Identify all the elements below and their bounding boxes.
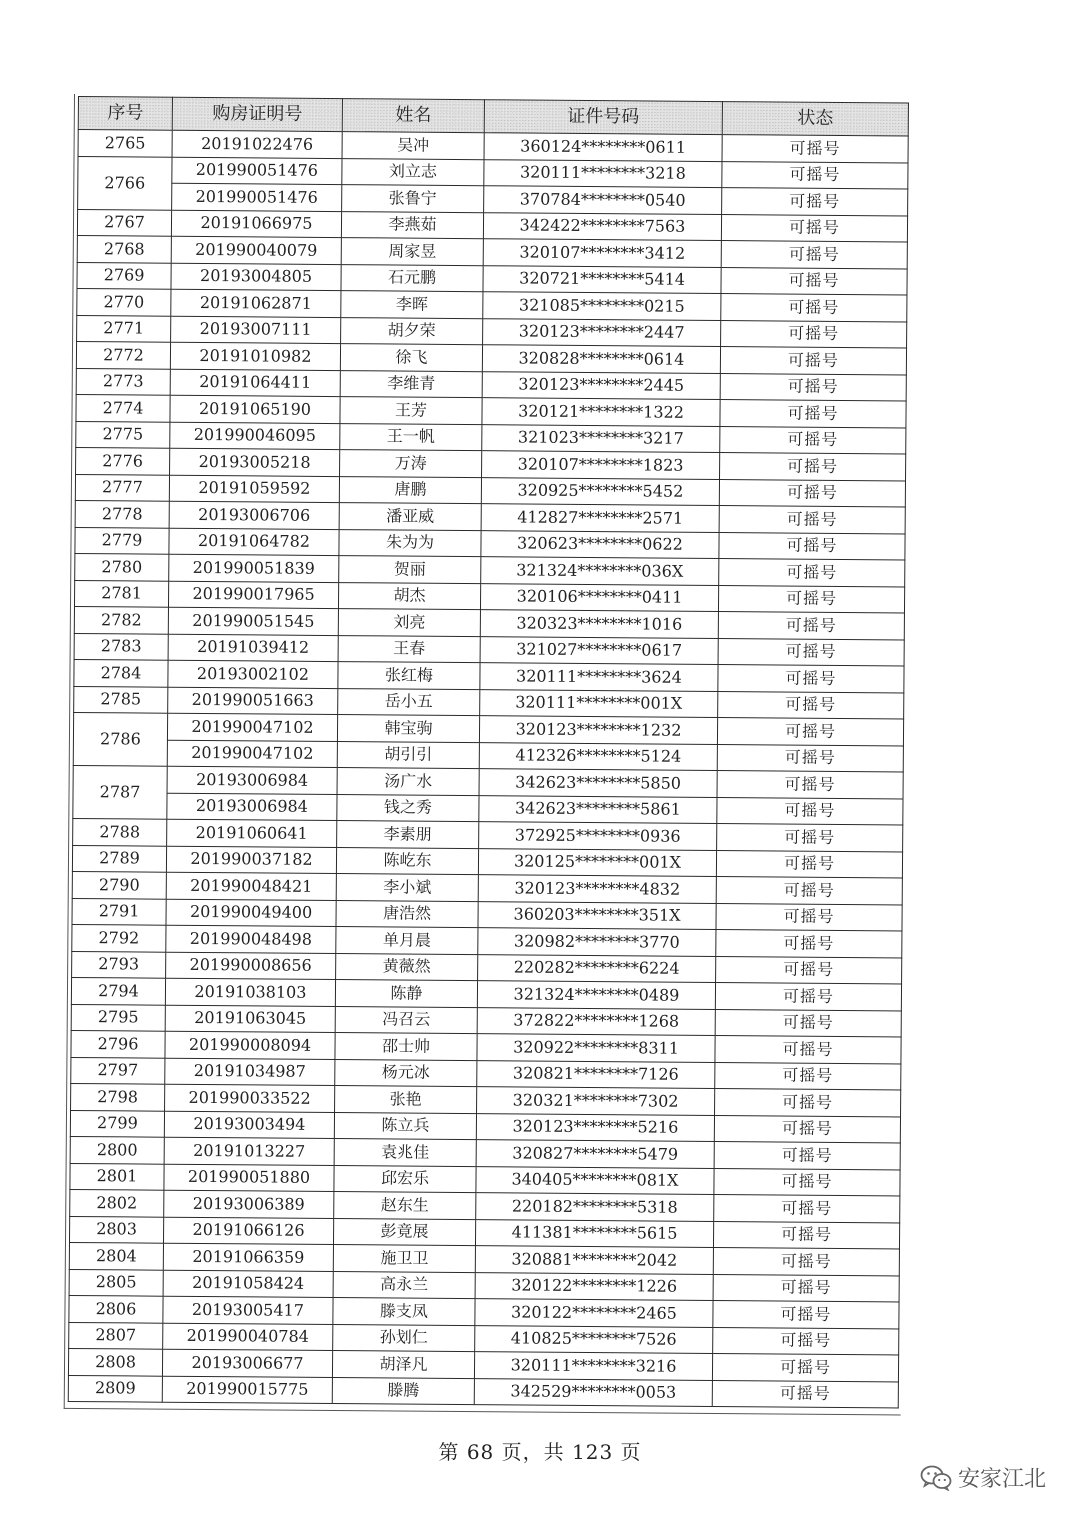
seq-cell: 2774 bbox=[76, 394, 170, 421]
certificate-no-cell: 201990040784 bbox=[163, 1323, 333, 1351]
seq-cell: 2786 bbox=[73, 712, 167, 766]
id-number-cell: 320123********2447 bbox=[483, 318, 721, 346]
id-number-cell: 320122********1226 bbox=[475, 1272, 713, 1300]
seq-cell: 2782 bbox=[74, 606, 168, 633]
name-cell: 李维青 bbox=[340, 370, 482, 398]
seq-cell: 2807 bbox=[69, 1322, 163, 1349]
certificate-no-cell: 201990017965 bbox=[168, 581, 338, 609]
status-cell: 可摇号 bbox=[716, 930, 902, 958]
status-cell: 可摇号 bbox=[722, 135, 908, 163]
status-cell: 可摇号 bbox=[715, 1089, 901, 1117]
name-cell: 胡泽凡 bbox=[332, 1351, 474, 1379]
id-number-cell: 320323********1016 bbox=[480, 610, 718, 638]
seq-cell: 2798 bbox=[71, 1083, 165, 1110]
status-cell: 可摇号 bbox=[719, 479, 905, 507]
seq-cell: 2778 bbox=[75, 500, 169, 527]
id-number-cell: 412326********5124 bbox=[479, 742, 717, 770]
name-cell: 潘亚威 bbox=[339, 503, 481, 531]
status-cell: 可摇号 bbox=[713, 1327, 899, 1355]
certificate-no-cell: 20191066126 bbox=[163, 1217, 333, 1245]
wechat-icon bbox=[920, 1465, 952, 1491]
seq-cell: 2777 bbox=[75, 474, 169, 501]
certificate-no-cell: 20193002102 bbox=[168, 660, 338, 688]
id-number-cell: 320106********0411 bbox=[480, 583, 718, 611]
seq-cell: 2775 bbox=[76, 421, 170, 448]
status-cell: 可摇号 bbox=[721, 241, 907, 269]
seq-cell: 2768 bbox=[77, 235, 171, 262]
name-cell: 汤广水 bbox=[337, 768, 479, 796]
status-cell: 可摇号 bbox=[718, 585, 904, 613]
certificate-no-cell: 20191063045 bbox=[165, 1005, 335, 1033]
status-cell: 可摇号 bbox=[716, 903, 902, 931]
id-number-cell: 321085********0215 bbox=[483, 292, 721, 320]
status-cell: 可摇号 bbox=[712, 1354, 898, 1382]
status-cell: 可摇号 bbox=[719, 559, 905, 587]
certificate-no-cell: 20193006984 bbox=[167, 766, 337, 794]
name-cell: 彭竟展 bbox=[333, 1218, 475, 1246]
certificate-no-cell: 201990008656 bbox=[166, 952, 336, 980]
id-number-cell: 320925********5452 bbox=[481, 477, 719, 505]
status-cell: 可摇号 bbox=[718, 691, 904, 719]
id-number-cell: 320111********3216 bbox=[474, 1352, 712, 1380]
seq-cell: 2780 bbox=[75, 553, 169, 580]
id-number-cell: 320321********7302 bbox=[477, 1087, 715, 1115]
header-seq: 序号 bbox=[78, 97, 172, 131]
id-number-cell: 320121********1322 bbox=[482, 398, 720, 426]
id-number-cell: 320821********7126 bbox=[477, 1060, 715, 1088]
certificate-no-cell: 201990047102 bbox=[167, 713, 337, 741]
name-cell: 冯召云 bbox=[335, 1006, 477, 1034]
id-number-cell: 321023********3217 bbox=[482, 424, 720, 452]
name-cell: 赵东生 bbox=[334, 1192, 476, 1220]
name-cell: 李小斌 bbox=[336, 874, 478, 902]
header-certificate-no: 购房证明号 bbox=[172, 97, 342, 131]
status-cell: 可摇号 bbox=[719, 532, 905, 560]
certificate-no-cell: 201990051839 bbox=[169, 554, 339, 582]
seq-cell: 2791 bbox=[72, 898, 166, 925]
certificate-no-cell: 201990051545 bbox=[168, 607, 338, 635]
certificate-no-cell: 201990037182 bbox=[166, 846, 336, 874]
id-number-cell: 411381********5615 bbox=[475, 1219, 713, 1247]
certificate-no-cell: 20191066975 bbox=[171, 210, 341, 238]
header-status: 状态 bbox=[722, 102, 908, 136]
status-cell: 可摇号 bbox=[713, 1248, 899, 1276]
certificate-no-cell: 201990008094 bbox=[165, 1031, 335, 1059]
status-cell: 可摇号 bbox=[719, 506, 905, 534]
seq-cell: 2767 bbox=[77, 209, 171, 236]
status-cell: 可摇号 bbox=[715, 1009, 901, 1037]
id-number-cell: 321027********0617 bbox=[480, 636, 718, 664]
status-cell: 可摇号 bbox=[717, 718, 903, 746]
seq-cell: 2789 bbox=[72, 845, 166, 872]
name-cell: 邵士帅 bbox=[335, 1033, 477, 1061]
certificate-no-cell: 20193004805 bbox=[171, 263, 341, 291]
lottery-eligibility-table bbox=[68, 96, 909, 1408]
status-cell: 可摇号 bbox=[720, 453, 906, 481]
status-cell: 可摇号 bbox=[714, 1195, 900, 1223]
seq-cell: 2769 bbox=[77, 262, 171, 289]
name-cell: 胡杰 bbox=[338, 582, 480, 610]
seq-cell: 2776 bbox=[76, 447, 170, 474]
name-cell: 袁兆佳 bbox=[334, 1139, 476, 1167]
source-watermark bbox=[920, 1462, 1046, 1493]
status-cell: 可摇号 bbox=[717, 744, 903, 772]
certificate-no-cell: 20193006984 bbox=[167, 793, 337, 821]
certificate-no-cell: 20193005417 bbox=[163, 1296, 333, 1324]
certificate-no-cell: 20193005218 bbox=[170, 448, 340, 476]
id-number-cell: 320828********0614 bbox=[482, 345, 720, 373]
name-cell: 胡夕荣 bbox=[341, 317, 483, 345]
id-number-cell: 320111********3624 bbox=[480, 663, 718, 691]
certificate-no-cell: 201990040079 bbox=[171, 236, 341, 264]
certificate-no-cell: 20191039412 bbox=[168, 634, 338, 662]
seq-cell: 2790 bbox=[72, 871, 166, 898]
status-cell: 可摇号 bbox=[717, 797, 903, 825]
name-cell: 钱之秀 bbox=[337, 794, 479, 822]
certificate-no-cell: 20191059592 bbox=[169, 475, 339, 503]
status-cell: 可摇号 bbox=[721, 294, 907, 322]
id-number-cell: 320111********001X bbox=[480, 689, 718, 717]
status-cell: 可摇号 bbox=[720, 426, 906, 454]
name-cell: 陈屹东 bbox=[336, 847, 478, 875]
id-number-cell: 320721********5414 bbox=[483, 265, 721, 293]
seq-cell: 2796 bbox=[71, 1030, 165, 1057]
seq-cell: 2803 bbox=[69, 1216, 163, 1243]
name-cell: 王一帆 bbox=[340, 423, 482, 451]
status-cell: 可摇号 bbox=[715, 983, 901, 1011]
id-number-cell: 220182********5318 bbox=[476, 1193, 714, 1221]
name-cell: 贺丽 bbox=[339, 556, 481, 584]
id-number-cell: 320111********3218 bbox=[484, 159, 722, 187]
id-number-cell: 340405********081X bbox=[476, 1166, 714, 1194]
status-cell: 可摇号 bbox=[713, 1301, 899, 1329]
status-cell: 可摇号 bbox=[712, 1380, 898, 1408]
name-cell: 胡引引 bbox=[337, 741, 479, 769]
status-cell: 可摇号 bbox=[717, 771, 903, 799]
seq-cell: 2779 bbox=[75, 527, 169, 554]
name-cell: 朱为为 bbox=[339, 529, 481, 557]
page-number: 第 68 页，共 123 页 bbox=[438, 1440, 642, 1464]
status-cell: 可摇号 bbox=[721, 214, 907, 242]
certificate-no-cell: 20193006706 bbox=[169, 501, 339, 529]
seq-cell: 2795 bbox=[71, 1004, 165, 1031]
name-cell: 石元鹏 bbox=[341, 264, 483, 292]
status-cell: 可摇号 bbox=[716, 956, 902, 984]
name-cell: 万涛 bbox=[340, 450, 482, 478]
name-cell: 单月晨 bbox=[336, 927, 478, 955]
document-sheet bbox=[68, 96, 908, 1408]
status-cell: 可摇号 bbox=[714, 1115, 900, 1143]
name-cell: 杨元冰 bbox=[335, 1059, 477, 1087]
certificate-no-cell: 201990051476 bbox=[172, 183, 342, 211]
table-body bbox=[68, 130, 908, 1408]
seq-cell: 2804 bbox=[69, 1242, 163, 1269]
certificate-no-cell: 201990046095 bbox=[170, 422, 340, 450]
name-cell: 李晖 bbox=[341, 291, 483, 319]
name-cell: 张鲁宁 bbox=[342, 185, 484, 213]
seq-cell: 2784 bbox=[74, 659, 168, 686]
certificate-no-cell: 20193007111 bbox=[171, 316, 341, 344]
status-cell: 可摇号 bbox=[718, 638, 904, 666]
name-cell: 陈立兵 bbox=[334, 1112, 476, 1140]
id-number-cell: 370784********0540 bbox=[484, 186, 722, 214]
certificate-no-cell: 20191034987 bbox=[165, 1058, 335, 1086]
status-cell: 可摇号 bbox=[721, 320, 907, 348]
seq-cell: 2772 bbox=[76, 341, 170, 368]
certificate-no-cell: 20191022476 bbox=[172, 130, 342, 158]
table-row bbox=[68, 1375, 898, 1408]
name-cell: 岳小五 bbox=[338, 688, 480, 716]
certificate-no-cell: 20191065190 bbox=[170, 395, 340, 423]
id-number-cell: 320922********8311 bbox=[477, 1034, 715, 1062]
status-cell: 可摇号 bbox=[716, 850, 902, 878]
status-cell: 可摇号 bbox=[717, 824, 903, 852]
status-cell: 可摇号 bbox=[715, 1062, 901, 1090]
seq-cell: 2805 bbox=[69, 1269, 163, 1296]
certificate-no-cell: 20193003494 bbox=[164, 1111, 334, 1139]
seq-cell: 2801 bbox=[70, 1163, 164, 1190]
certificate-no-cell: 20191062871 bbox=[171, 289, 341, 317]
seq-cell: 2773 bbox=[76, 368, 170, 395]
name-cell: 王芳 bbox=[340, 397, 482, 425]
status-cell: 可摇号 bbox=[718, 612, 904, 640]
name-cell: 刘立志 bbox=[342, 158, 484, 186]
name-cell: 邱宏乐 bbox=[334, 1165, 476, 1193]
name-cell: 陈静 bbox=[335, 980, 477, 1008]
seq-cell: 2809 bbox=[68, 1375, 162, 1402]
id-number-cell: 320827********5479 bbox=[476, 1140, 714, 1168]
id-number-cell: 320123********5216 bbox=[476, 1113, 714, 1141]
id-number-cell: 360203********351X bbox=[478, 901, 716, 929]
id-number-cell: 320881********2042 bbox=[475, 1246, 713, 1274]
name-cell: 韩宝驹 bbox=[337, 715, 479, 743]
id-number-cell: 320107********3412 bbox=[483, 239, 721, 267]
seq-cell: 2785 bbox=[74, 686, 168, 713]
status-cell: 可摇号 bbox=[721, 267, 907, 295]
seq-cell: 2797 bbox=[71, 1057, 165, 1084]
id-number-cell: 342623********5861 bbox=[479, 795, 717, 823]
header-name: 姓名 bbox=[342, 99, 484, 133]
seq-cell: 2781 bbox=[74, 580, 168, 607]
certificate-no-cell: 201990049400 bbox=[166, 899, 336, 927]
id-number-cell: 342422********7563 bbox=[483, 212, 721, 240]
certificate-no-cell: 20191064411 bbox=[170, 369, 340, 397]
seq-cell: 2799 bbox=[70, 1110, 164, 1137]
status-cell: 可摇号 bbox=[722, 188, 908, 216]
certificate-no-cell: 20191066359 bbox=[163, 1243, 333, 1271]
name-cell: 李燕茹 bbox=[341, 211, 483, 239]
status-cell: 可摇号 bbox=[714, 1142, 900, 1170]
name-cell: 吴冲 bbox=[342, 132, 484, 160]
certificate-no-cell: 201990033522 bbox=[165, 1084, 335, 1112]
name-cell: 黄薇然 bbox=[336, 953, 478, 981]
certificate-no-cell: 20191038103 bbox=[165, 978, 335, 1006]
status-cell: 可摇号 bbox=[713, 1274, 899, 1302]
id-number-cell: 320122********2465 bbox=[475, 1299, 713, 1327]
name-cell: 刘亮 bbox=[338, 609, 480, 637]
watermark-text: 安家江北 bbox=[957, 1467, 1046, 1492]
certificate-no-cell: 201990051476 bbox=[172, 157, 342, 185]
id-number-cell: 320123********1232 bbox=[479, 716, 717, 744]
seq-cell: 2766 bbox=[78, 156, 172, 210]
seq-cell: 2794 bbox=[71, 977, 165, 1004]
certificate-no-cell: 201990051663 bbox=[168, 687, 338, 715]
id-number-cell: 412827********2571 bbox=[481, 504, 719, 532]
name-cell: 周家昱 bbox=[341, 238, 483, 266]
seq-cell: 2788 bbox=[73, 818, 167, 845]
name-cell: 施卫卫 bbox=[333, 1245, 475, 1273]
seq-cell: 2793 bbox=[72, 951, 166, 978]
id-number-cell: 320123********2445 bbox=[482, 371, 720, 399]
status-cell: 可摇号 bbox=[715, 1036, 901, 1064]
id-number-cell: 410825********7526 bbox=[475, 1325, 713, 1353]
name-cell: 滕腾 bbox=[332, 1377, 474, 1405]
id-number-cell: 320107********1823 bbox=[482, 451, 720, 479]
name-cell: 滕支凤 bbox=[333, 1298, 475, 1326]
name-cell: 王春 bbox=[338, 635, 480, 663]
certificate-no-cell: 20191010982 bbox=[170, 342, 340, 370]
status-cell: 可摇号 bbox=[716, 877, 902, 905]
name-cell: 唐鹏 bbox=[339, 476, 481, 504]
certificate-no-cell: 20191013227 bbox=[164, 1137, 334, 1165]
certificate-no-cell: 201990015775 bbox=[162, 1376, 332, 1404]
certificate-no-cell: 20191064782 bbox=[169, 528, 339, 556]
id-number-cell: 320623********0622 bbox=[481, 530, 719, 558]
certificate-no-cell: 201990047102 bbox=[167, 740, 337, 768]
certificate-no-cell: 20193006389 bbox=[164, 1190, 334, 1218]
seq-cell: 2806 bbox=[69, 1295, 163, 1322]
seq-cell: 2800 bbox=[70, 1136, 164, 1163]
status-cell: 可摇号 bbox=[720, 400, 906, 428]
status-cell: 可摇号 bbox=[718, 665, 904, 693]
certificate-no-cell: 201990051880 bbox=[164, 1164, 334, 1192]
seq-cell: 2783 bbox=[74, 633, 168, 660]
name-cell: 徐飞 bbox=[340, 344, 482, 372]
id-number-cell: 320123********4832 bbox=[478, 875, 716, 903]
id-number-cell: 372925********0936 bbox=[479, 822, 717, 850]
id-number-cell: 372822********1268 bbox=[477, 1007, 715, 1035]
id-number-cell: 321324********0489 bbox=[477, 981, 715, 1009]
name-cell: 唐浩然 bbox=[336, 900, 478, 928]
id-number-cell: 342623********5850 bbox=[479, 769, 717, 797]
id-number-cell: 360124********0611 bbox=[484, 133, 722, 161]
seq-cell: 2771 bbox=[77, 315, 171, 342]
status-cell: 可摇号 bbox=[722, 161, 908, 189]
status-cell: 可摇号 bbox=[713, 1221, 899, 1249]
name-cell: 孙划仁 bbox=[333, 1324, 475, 1352]
seq-cell: 2770 bbox=[77, 288, 171, 315]
seq-cell: 2765 bbox=[78, 130, 172, 157]
certificate-no-cell: 20191058424 bbox=[163, 1270, 333, 1298]
certificate-no-cell: 201990048421 bbox=[166, 872, 336, 900]
certificate-no-cell: 20191060641 bbox=[167, 819, 337, 847]
name-cell: 张艳 bbox=[335, 1086, 477, 1114]
header-id-number: 证件号码 bbox=[484, 100, 722, 135]
id-number-cell: 320125********001X bbox=[478, 848, 716, 876]
status-cell: 可摇号 bbox=[720, 347, 906, 375]
id-number-cell: 220282********6224 bbox=[478, 954, 716, 982]
seq-cell: 2787 bbox=[73, 765, 167, 819]
seq-cell: 2808 bbox=[68, 1348, 162, 1375]
name-cell: 高永兰 bbox=[333, 1271, 475, 1299]
name-cell: 李素朋 bbox=[337, 821, 479, 849]
id-number-cell: 321324********036X bbox=[481, 557, 719, 585]
id-number-cell: 342529********0053 bbox=[474, 1378, 712, 1406]
name-cell: 张红梅 bbox=[338, 662, 480, 690]
certificate-no-cell: 201990048498 bbox=[166, 925, 336, 953]
status-cell: 可摇号 bbox=[714, 1168, 900, 1196]
seq-cell: 2792 bbox=[72, 924, 166, 951]
id-number-cell: 320982********3770 bbox=[478, 928, 716, 956]
certificate-no-cell: 20193006677 bbox=[162, 1349, 332, 1377]
status-cell: 可摇号 bbox=[720, 373, 906, 401]
seq-cell: 2802 bbox=[70, 1189, 164, 1216]
